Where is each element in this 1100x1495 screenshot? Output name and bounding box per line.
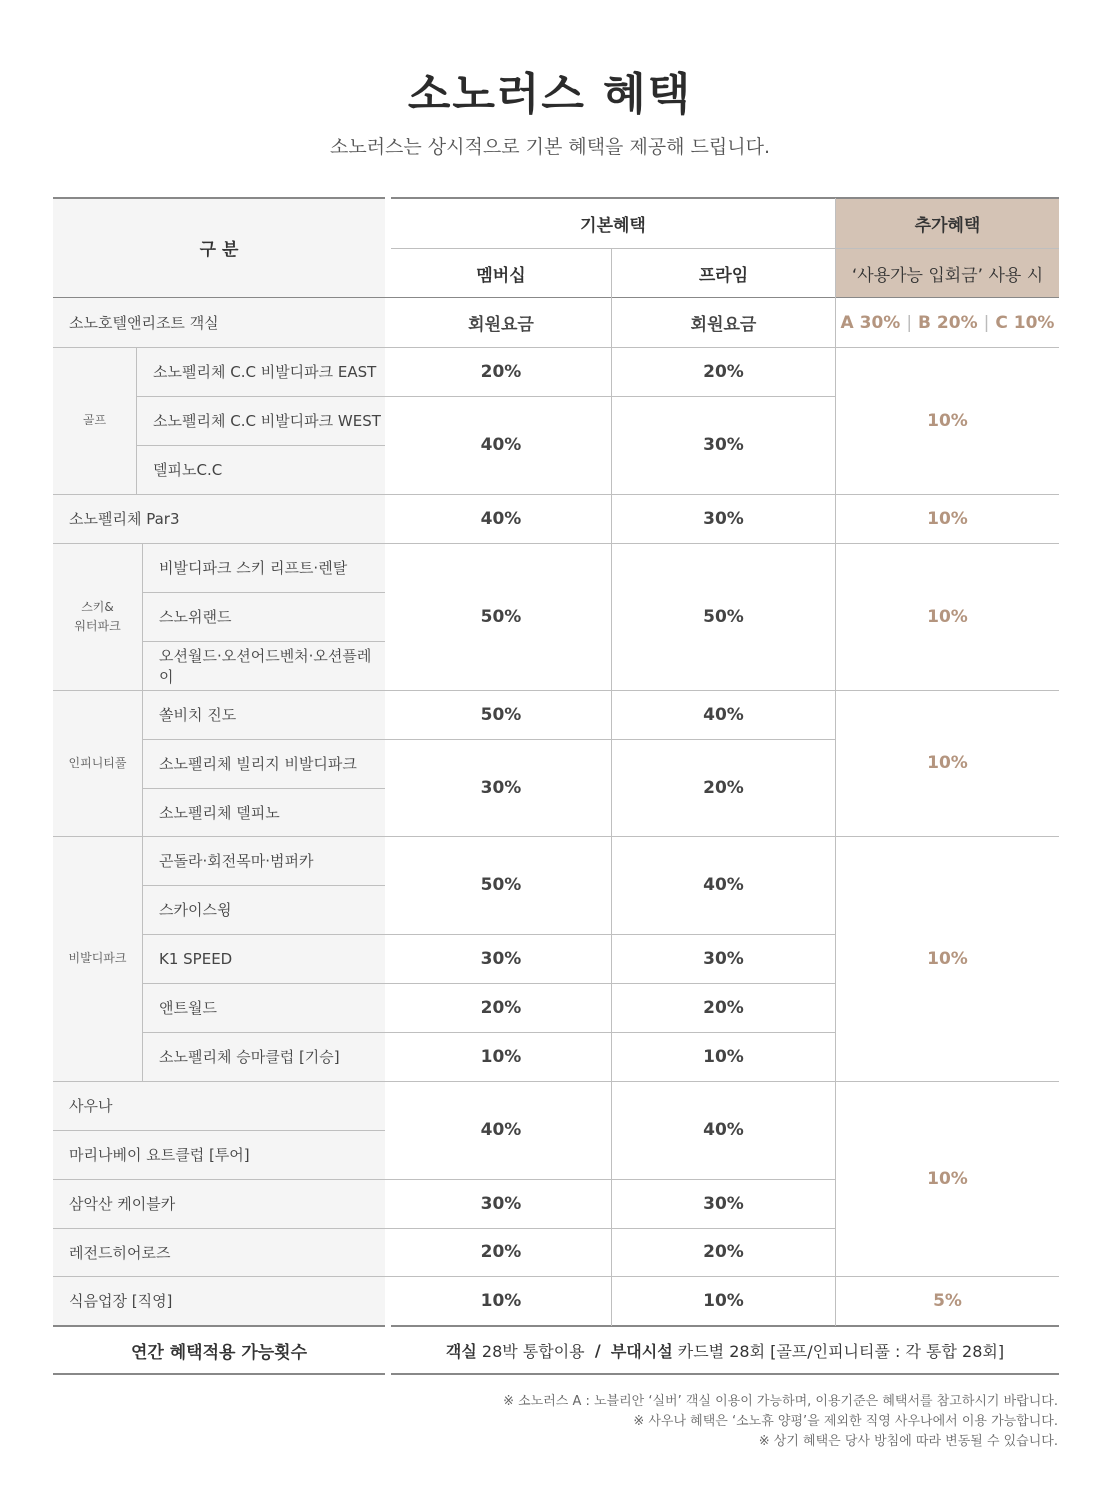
infinity-membership-other: 30% [480,777,522,798]
table-top-border [391,197,1059,199]
vivaldi-prime-antworld: 20% [703,997,744,1018]
annual-bottom-border [391,1373,1059,1375]
annual-bottom-border [53,1373,385,1375]
table-bottom-border [391,1325,1059,1327]
group-ski-line2: 워터파크 [74,618,121,633]
row-hotel-extra [836,298,1059,347]
infinity-item-jindo: 쏠비치 진도 [159,706,237,724]
grid-line [53,1081,1059,1082]
annual-facility-label: 부대시설 [610,1341,673,1361]
table-top-border [53,197,385,199]
row-dining-extra: 5% [933,1290,962,1311]
row-par3-prime: 30% [703,508,744,529]
vivaldi-item-horse-club: 소노펠리체 승마클럽 [기승] [159,1048,340,1066]
ski-prime: 50% [703,606,744,627]
grid-line [611,248,612,1326]
extra-grade-a: A 30% [840,312,901,333]
vivaldi-prime-horse: 10% [703,1046,744,1067]
others-prime-cablecar: 30% [703,1193,744,1214]
header-bottom-border [53,297,1059,298]
grid-line [143,983,835,984]
others-prime-sauna-marina: 40% [703,1120,744,1140]
vivaldi-item-skyswing: 스카이스윙 [159,901,232,919]
grid-line [137,445,385,446]
grid-line [53,1228,835,1229]
others-membership-legend: 20% [480,1242,522,1262]
ski-item-snowyland: 스노위랜드 [159,608,232,626]
grid-line [137,396,835,397]
row-dining-membership: 10% [480,1290,522,1311]
grid-line [53,1179,835,1180]
vivaldi-item-antworld: 앤트월드 [159,999,217,1017]
ski-item-lift: 비발디파크 스키 리프트·렌탈 [159,559,348,577]
vivaldi-membership-k1: 30% [480,948,522,969]
row-hotel-label: 소노호텔앤리조트 객실 [69,314,219,332]
golf-item-west: 소노펠리체 C.C 비발디파크 WEST [153,412,381,430]
infinity-prime-jindo: 40% [703,704,744,725]
extra-grade-c: C 10% [995,312,1055,333]
grid-line [53,1130,385,1131]
others-membership-cablecar: 30% [480,1193,522,1214]
group-infinity-pool: 인피니티풀 [68,755,127,770]
grid-line [143,739,835,740]
grid-line [391,248,1059,249]
annual-value [391,1326,1059,1374]
others-item-sauna: 사우나 [69,1097,113,1115]
vivaldi-extra: 10% [927,948,968,969]
divider: | [906,312,913,333]
vivaldi-item-gondola: 곤돌라·회전목마·범퍼카 [159,852,314,870]
annual-facility-value: 카드별 28회 [골프/인피니티풀 : 각 통합 28회] [677,1341,1005,1361]
golf-prime-east: 20% [703,361,744,382]
vivaldi-item-k1speed: K1 SPEED [159,949,233,968]
grid-line [53,494,1059,495]
header-extra-condition: ‘사용가능 입회금’ 사용 시 [836,249,1059,297]
header-basic-benefit: 기본혜택 [580,215,646,236]
vivaldi-prime-gondola-skyswing: 40% [703,875,744,895]
annual-label: 연간 혜택적용 가능횟수 [130,1342,308,1363]
row-dining-prime: 10% [703,1290,744,1311]
grid-line [53,836,1059,837]
table-bottom-border [53,1325,385,1327]
header-membership: 멤버십 [476,265,526,286]
grid-line [142,543,143,1081]
others-extra: 10% [927,1168,968,1189]
page-subtitle: 소노러스는 상시적으로 기본 혜택을 제공해 드립니다. [329,136,771,158]
grid-line [53,690,1059,691]
page-title: 소노러스 혜택 [407,69,693,120]
header-prime: 프라임 [698,265,749,286]
grid-line [53,1276,1059,1277]
infinity-extra: 10% [927,753,968,773]
annual-room-value: 28박 통합이용 [481,1341,585,1361]
golf-item-delpino: 델피노C.C [153,461,223,479]
row-hotel-prime: 회원요금 [690,315,757,335]
group-ski-line1: 스키& [81,599,114,614]
group-golf: 골프 [82,413,107,427]
ski-extra: 10% [927,606,968,627]
vivaldi-membership-antworld: 20% [480,997,522,1018]
others-item-legend-heroes: 레전드히어로즈 [69,1243,171,1262]
grid-line [143,641,385,642]
grid-line [143,934,835,935]
annual-separator: / [594,1340,601,1360]
ski-item-oceanworld: 오션월드·오션어드벤처·오션플레이 [159,646,372,686]
divider: | [983,312,990,333]
golf-extra: 10% [927,410,968,431]
row-hotel-membership: 회원요금 [468,315,534,335]
infinity-item-delpino: 소노펠리체 델피노 [159,803,280,822]
footnote-3: ※ 상기 혜택은 당사 방침에 따라 변동될 수 있습니다. [758,1434,1058,1449]
golf-item-east: 소노펠리체 C.C 비발디파크 EAST [153,363,377,381]
header-extra-benefit: 추가혜택 [836,198,1059,248]
ski-membership: 50% [480,606,522,627]
row-par3-label: 소노펠리체 Par3 [69,510,180,528]
infinity-prime-other: 20% [703,777,744,798]
others-prime-legend: 20% [703,1242,744,1262]
grid-line [143,788,385,789]
group-ski-waterpark [53,543,142,690]
infinity-item-village: 소노펠리체 빌리지 비발디파크 [159,755,357,773]
vivaldi-membership-gondola-skyswing: 50% [480,875,522,895]
grid-line [136,347,137,494]
others-item-cablecar: 삼악산 케이블카 [69,1195,176,1213]
footnotes [503,1392,1058,1452]
others-membership-sauna-marina: 40% [480,1120,522,1140]
vivaldi-prime-k1: 30% [703,948,744,969]
others-item-marina: 마리나베이 요트클럽 [투어] [69,1146,250,1164]
header-category: 구 분 [53,198,385,297]
group-vivaldi-park: 비발디파크 [68,951,127,965]
row-dining-label: 식음업장 [직영] [69,1292,173,1310]
golf-membership-east: 20% [480,361,522,382]
infinity-membership-jindo: 50% [480,704,522,725]
grid-line [143,592,385,593]
footnote-1: ※ 소노러스 A : 노블리안 ‘실버’ 객실 이용이 가능하며, 이용기준은 혜택서를 참고하시기 바랍니다. [503,1394,1058,1409]
grid-line [143,1032,835,1033]
row-par3-membership: 40% [480,508,522,529]
grid-line [53,347,1059,348]
footnote-2: ※ 사우나 혜택은 ‘소노휴 양평’을 제외한 직영 사우나에서 이용 가능합니다. [633,1414,1058,1429]
vivaldi-membership-horse: 10% [480,1046,522,1067]
row-par3-extra: 10% [927,508,968,529]
golf-membership-west-delpino: 40% [480,435,522,455]
golf-prime-west-delpino: 30% [703,435,744,455]
grid-line [53,543,1059,544]
annual-room-label: 객실 [445,1341,477,1361]
grid-line [143,885,385,886]
grid-line [835,198,836,1326]
extra-grade-b: B 20% [918,312,978,333]
